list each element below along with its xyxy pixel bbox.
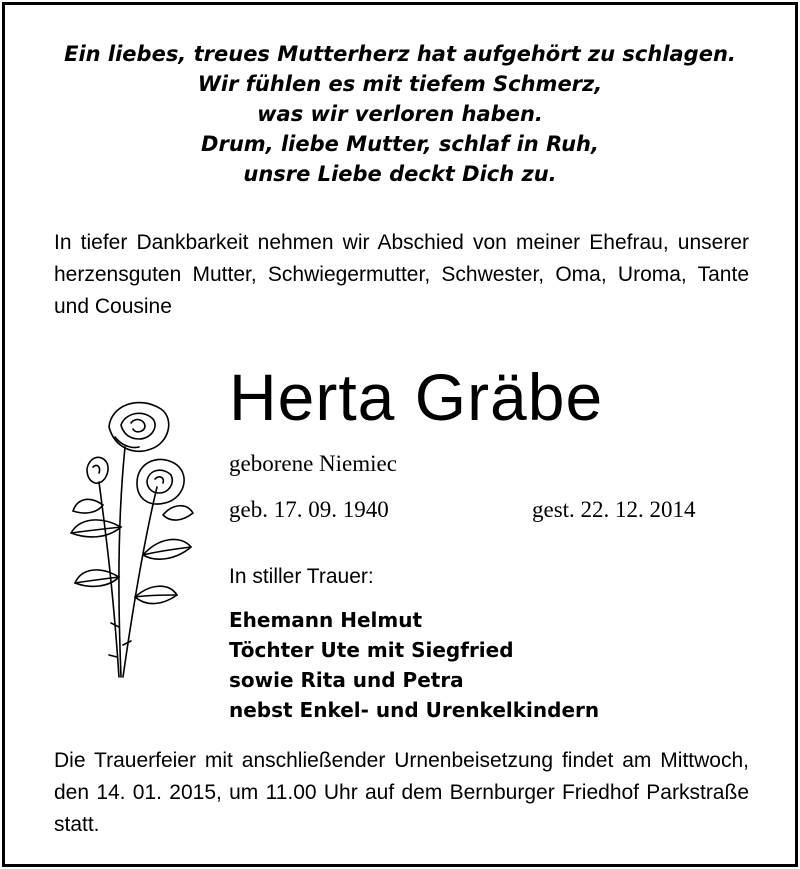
mourner: Töchter Ute mit Siegfried xyxy=(229,638,514,662)
rose-icon xyxy=(59,387,199,687)
mourner: Ehemann Helmut xyxy=(229,608,423,632)
mourning-label: In stiller Trauer: xyxy=(229,565,374,588)
poem-line: was wir verloren haben. xyxy=(257,102,543,126)
mourner: sowie Rita und Petra xyxy=(229,668,464,692)
poem-line: Wir fühlen es mit tiefem Schmerz, xyxy=(197,72,603,96)
mourner: nebst Enkel- und Urenkelkindern xyxy=(229,698,600,722)
deceased-name: Herta Gräbe xyxy=(229,360,604,434)
intro-text: In tiefer Dankbarkeit nehmen wir Abschied von meiner Ehefrau, unserer herzensguten Mutter, Schwiegermutter, Schwester, Oma, Uroma, Tante und Cousine xyxy=(54,231,749,318)
death-date: gest. 22. 12. 2014 xyxy=(532,497,696,522)
birth-date: geb. 17. 09. 1940 xyxy=(229,497,389,522)
poem-line: unsre Liebe deckt Dich zu. xyxy=(243,162,557,186)
service-text: Die Trauerfeier mit anschließender Urnenbeisetzung findet am Mittwoch, den 14. 01. 2015, um 11.00 Uhr auf dem Bernburger Friedhof Parkstraße statt. xyxy=(54,749,749,836)
obituary-frame xyxy=(2,2,798,867)
born-name: geborene Niemiec xyxy=(229,451,397,476)
poem-line: Drum, liebe Mutter, schlaf in Ruh, xyxy=(201,132,599,156)
mourners-list xyxy=(229,605,599,725)
poem xyxy=(5,39,795,189)
poem-line: Ein liebes, treues Mutterherz hat aufgehört zu schlagen. xyxy=(64,42,736,66)
